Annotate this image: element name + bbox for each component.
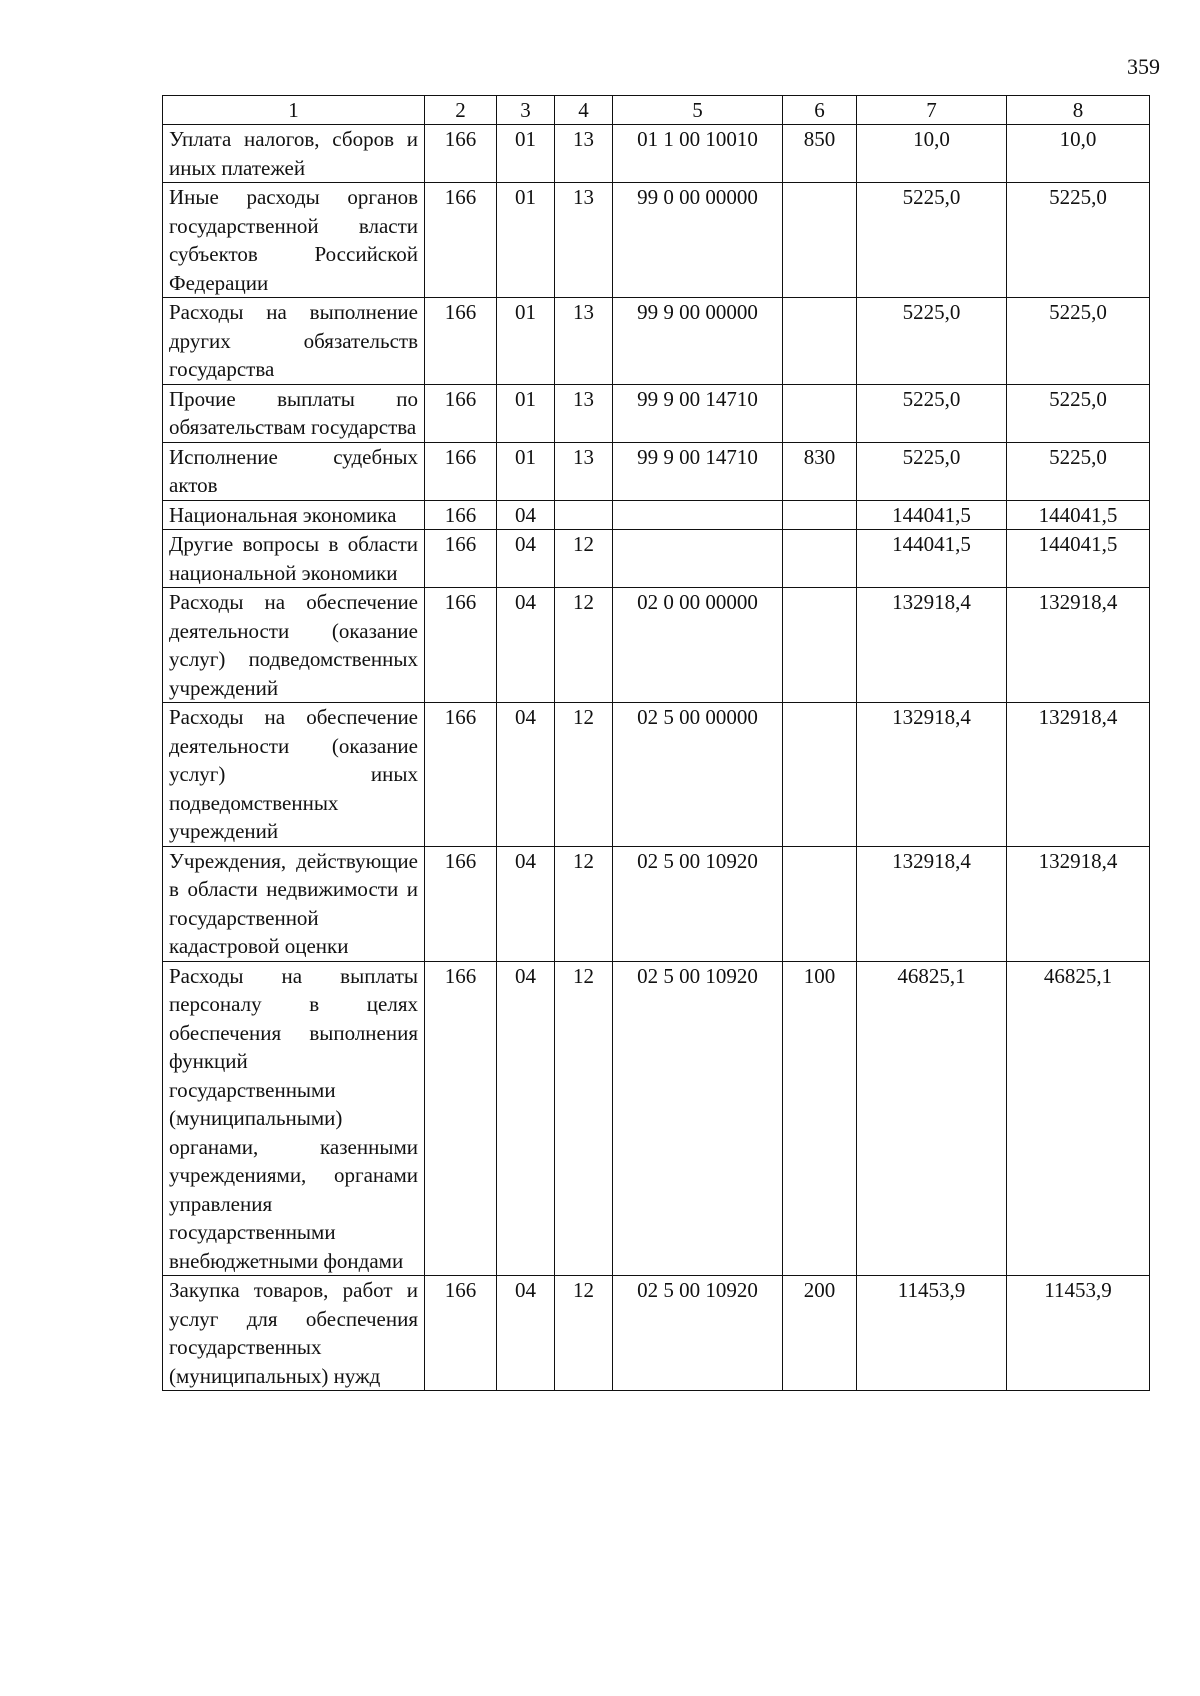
- table-row: [163, 703, 1150, 847]
- amount-cell: 132918,4: [1007, 588, 1150, 703]
- section-cell: 04: [497, 961, 555, 1276]
- table-row: [163, 125, 1150, 183]
- column-header: 7: [857, 96, 1007, 125]
- expense-type-cell: 200: [783, 1276, 857, 1391]
- row-name-cell: Расходы на обеспечение деятельности (оказание услуг) подведомственных учреждений: [163, 588, 425, 703]
- amount-cell: 46825,1: [1007, 961, 1150, 1276]
- row-name-cell: Исполнение судебных актов: [163, 442, 425, 500]
- column-header: 1: [163, 96, 425, 125]
- target-article-cell: 99 9 00 14710: [613, 384, 783, 442]
- table-header-row: [163, 96, 1150, 125]
- budget-table: [162, 95, 1150, 1391]
- subsection-cell: 13: [555, 125, 613, 183]
- amount-cell: 144041,5: [1007, 530, 1150, 588]
- section-cell: 04: [497, 588, 555, 703]
- amount-cell: 132918,4: [857, 846, 1007, 961]
- column-header: 8: [1007, 96, 1150, 125]
- table-row: [163, 588, 1150, 703]
- expense-type-cell: [783, 298, 857, 385]
- table-row: [163, 384, 1150, 442]
- amount-cell: 5225,0: [857, 298, 1007, 385]
- amount-cell: 5225,0: [1007, 298, 1150, 385]
- row-name-cell: Закупка товаров, работ и услуг для обеспечения государственных (муниципальных) нужд: [163, 1276, 425, 1391]
- subsection-cell: 12: [555, 703, 613, 847]
- subsection-cell: 12: [555, 961, 613, 1276]
- expense-type-cell: [783, 500, 857, 530]
- target-article-cell: 02 5 00 10920: [613, 846, 783, 961]
- column-header: 4: [555, 96, 613, 125]
- amount-cell: 11453,9: [857, 1276, 1007, 1391]
- amount-cell: 5225,0: [1007, 442, 1150, 500]
- table-row: [163, 846, 1150, 961]
- section-cell: 01: [497, 442, 555, 500]
- table-row: [163, 500, 1150, 530]
- amount-cell: 132918,4: [857, 588, 1007, 703]
- subsection-cell: 12: [555, 588, 613, 703]
- section-cell: 04: [497, 530, 555, 588]
- amount-cell: 132918,4: [1007, 703, 1150, 847]
- code-cell: 166: [425, 125, 497, 183]
- amount-cell: 5225,0: [1007, 384, 1150, 442]
- code-cell: 166: [425, 1276, 497, 1391]
- section-cell: 04: [497, 703, 555, 847]
- column-header: 3: [497, 96, 555, 125]
- amount-cell: 46825,1: [857, 961, 1007, 1276]
- amount-cell: 5225,0: [857, 183, 1007, 298]
- table-row: [163, 183, 1150, 298]
- column-header: 6: [783, 96, 857, 125]
- subsection-cell: 13: [555, 384, 613, 442]
- row-name-cell: Учреждения, действующие в области недвижимости и государственной кадастровой оценки: [163, 846, 425, 961]
- amount-cell: 10,0: [1007, 125, 1150, 183]
- target-article-cell: 99 9 00 00000: [613, 298, 783, 385]
- target-article-cell: 02 5 00 00000: [613, 703, 783, 847]
- subsection-cell: 12: [555, 1276, 613, 1391]
- amount-cell: 5225,0: [857, 384, 1007, 442]
- subsection-cell: 13: [555, 298, 613, 385]
- table-row: [163, 442, 1150, 500]
- table-row: [163, 961, 1150, 1276]
- code-cell: 166: [425, 384, 497, 442]
- target-article-cell: 99 0 00 00000: [613, 183, 783, 298]
- subsection-cell: 13: [555, 183, 613, 298]
- expense-type-cell: 830: [783, 442, 857, 500]
- target-article-cell: 01 1 00 10010: [613, 125, 783, 183]
- expense-type-cell: [783, 183, 857, 298]
- target-article-cell: 02 0 00 00000: [613, 588, 783, 703]
- row-name-cell: Расходы на выполнение других обязательств государства: [163, 298, 425, 385]
- section-cell: 04: [497, 500, 555, 530]
- code-cell: 166: [425, 298, 497, 385]
- expense-type-cell: [783, 530, 857, 588]
- code-cell: 166: [425, 183, 497, 298]
- amount-cell: 5225,0: [857, 442, 1007, 500]
- code-cell: 166: [425, 500, 497, 530]
- table-row: [163, 530, 1150, 588]
- row-name-cell: Расходы на выплаты персоналу в целях обеспечения выполнения функций государственными (муниципальными) органами, казенными учреждениями, органами управления государственными внебюджетными фондами: [163, 961, 425, 1276]
- column-header: 5: [613, 96, 783, 125]
- row-name-cell: Иные расходы органов государственной власти субъектов Российской Федерации: [163, 183, 425, 298]
- column-header: 2: [425, 96, 497, 125]
- section-cell: 01: [497, 183, 555, 298]
- amount-cell: 5225,0: [1007, 183, 1150, 298]
- expense-type-cell: 850: [783, 125, 857, 183]
- section-cell: 01: [497, 384, 555, 442]
- section-cell: 04: [497, 846, 555, 961]
- code-cell: 166: [425, 703, 497, 847]
- subsection-cell: [555, 500, 613, 530]
- table-row: [163, 1276, 1150, 1391]
- subsection-cell: 12: [555, 846, 613, 961]
- amount-cell: 144041,5: [1007, 500, 1150, 530]
- row-name-cell: Национальная экономика: [163, 500, 425, 530]
- row-name-cell: Расходы на обеспечение деятельности (оказание услуг) иных подведомственных учреждений: [163, 703, 425, 847]
- amount-cell: 144041,5: [857, 530, 1007, 588]
- table-row: [163, 298, 1150, 385]
- code-cell: 166: [425, 530, 497, 588]
- section-cell: 01: [497, 298, 555, 385]
- expense-type-cell: [783, 588, 857, 703]
- row-name-cell: Прочие выплаты по обязательствам государства: [163, 384, 425, 442]
- row-name-cell: Уплата налогов, сборов и иных платежей: [163, 125, 425, 183]
- section-cell: 04: [497, 1276, 555, 1391]
- target-article-cell: 99 9 00 14710: [613, 442, 783, 500]
- expense-type-cell: [783, 703, 857, 847]
- subsection-cell: 13: [555, 442, 613, 500]
- amount-cell: 10,0: [857, 125, 1007, 183]
- amount-cell: 144041,5: [857, 500, 1007, 530]
- code-cell: 166: [425, 588, 497, 703]
- section-cell: 01: [497, 125, 555, 183]
- target-article-cell: 02 5 00 10920: [613, 1276, 783, 1391]
- target-article-cell: [613, 530, 783, 588]
- expense-type-cell: [783, 384, 857, 442]
- expense-type-cell: [783, 846, 857, 961]
- subsection-cell: 12: [555, 530, 613, 588]
- target-article-cell: 02 5 00 10920: [613, 961, 783, 1276]
- expense-type-cell: 100: [783, 961, 857, 1276]
- target-article-cell: [613, 500, 783, 530]
- code-cell: 166: [425, 846, 497, 961]
- amount-cell: 11453,9: [1007, 1276, 1150, 1391]
- code-cell: 166: [425, 961, 497, 1276]
- row-name-cell: Другие вопросы в области национальной экономики: [163, 530, 425, 588]
- code-cell: 166: [425, 442, 497, 500]
- page-number: 359: [1127, 54, 1160, 79]
- amount-cell: 132918,4: [1007, 846, 1150, 961]
- amount-cell: 132918,4: [857, 703, 1007, 847]
